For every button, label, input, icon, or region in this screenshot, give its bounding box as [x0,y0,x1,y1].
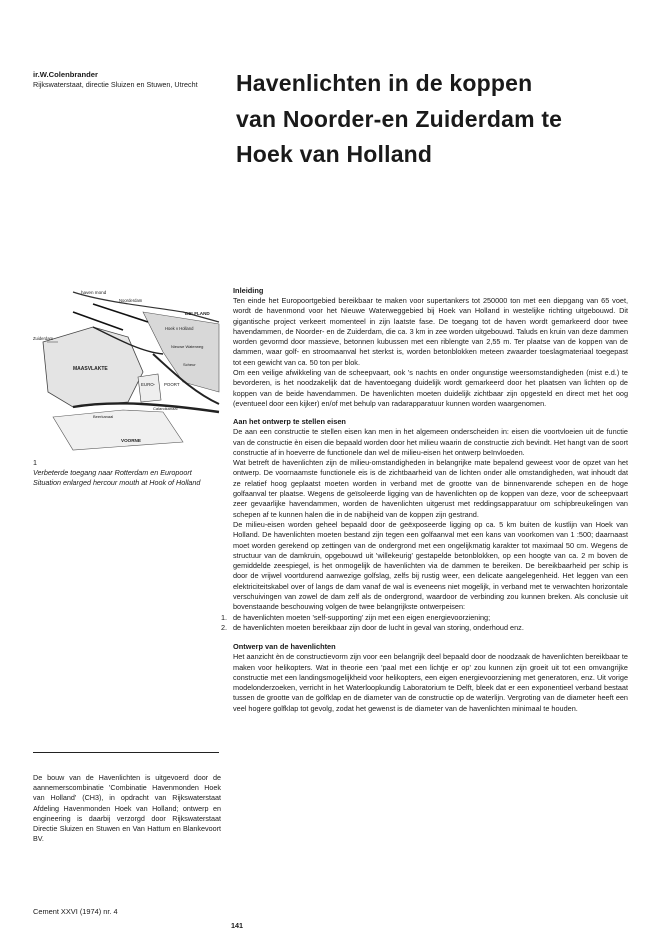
article-body [221,286,628,714]
construction-credit: De bouw van de Havenlichten is uitgevoerd door de aannemerscombinatie 'Combinatie Havenmonden Hoek van Holland' (CH3), in opdracht van Rijkswaterstaat Afdeling Havenmonden Hoek van Holland; ontwerp en engineering is daarbij verzorgd door Rijkswaterstaat Directie Sluizen en Stuwen en Van Hattum en Blankevoort BV. [33,773,221,844]
label-scheur: Scheur [183,362,196,367]
design-paragraph-1: De aan een constructie te stellen eisen kan men in het algemeen onderscheiden in: eisen die voortvloeien uit de functie van de constructie èn eisen die bepaald worden door het milieu waarin de constructie zich bevindt. Het hangt van de soort constructie af in hoeverre de functionele dan wel de milieu-eisen het ontwerp beïnvloeden. [233,427,628,457]
voorne-land [53,410,183,450]
figure-number: 1 [33,458,37,467]
label-voorne: VOORNE [121,438,141,443]
heading-design-requirements: Aan het ontwerp te stellen eisen [233,417,346,427]
design-paragraph-3: De milieu-eisen worden geheel bepaald door de geëxposeerde ligging op ca. 5 km buiten de kustlijn van Hoek van Holland. De havenlichten moeten bestand zijn tegen een golfaanval met een kans van voorkomen van 1 :500; daarnaast moet worden gerekend op zettingen van de ondergrond met een ongelijkmatig karakter tot maximaal 50 cm. Wegens de structuur van de damkruin, opgebouwd uit 'willekeurig' gestapelde betonblokken, op een hoogte van ca. 2 m boven de gemiddelde zeespiegel, is het onmogelijk de havenlichten via de dammen te bereiken. De bereikbaarheid per schip is door de vrijwel voortdurend aanwezige golfslag, zelfs bij rustig weer, een delicate aangelegenheid. Het leggen van een elektriciteitskabel over of langs de dam vanaf de wal is eveneens niet mogelijk, in verband met te verwachten horizontale verschuivingen van zowel de dam zelf als de ondergrond, waardoor de verbinding zou kunnen breken. Als conclusie uit bovenstaande beschouwing volgen de twee belangrijkste ontwerpeisen: [233,519,628,612]
noorderdam-line [93,304,148,322]
author-block [33,70,223,89]
label-noorderdam: Noorderdam [119,298,143,303]
article-title [236,66,646,173]
label-kanaal: Calandkanaal [153,406,178,411]
caption-english: Situation enlarged hercour mouth at Hook of Holland [33,478,201,488]
label-delfland: DELFLAND [185,311,210,316]
intro-paragraph-2: Om een veilige afwikkeling van de scheepvaart, ook 's nachts en onder ongunstige weersomstandigheden (mist e.d.) te bevorderen, is het noodzakelijk dat de haventoegang duidelijk wordt gemarkeerd door het plaatsen van lichten op de koppen van de beide havendammen. De havenlichten moeten duidelijk zichtbaar zijn opgesteld en direct met het oog (eventueel door een kijker) en/of met behulp van radarapparatuur kunnen worden waargenomen. [233,368,628,408]
requirements-list [221,612,628,634]
label-havenmond: haven mond [81,290,107,295]
heading-intro: Inleiding [233,286,264,295]
label-hoek-holland: Hoek v Holland [165,326,194,331]
canal [73,403,219,412]
caption-dutch: Verbeterde toegang naar Rotterdam en Europoort [33,468,192,478]
label-poort: POORT [164,382,180,387]
europoort-land [138,374,161,402]
heading-lights-design: Ontwerp van de havenlichten [233,642,336,652]
lights-paragraph-1: Het aanzicht èn de constructievorm zijn voor een belangrijk deel bepaald door de noodzaak de havenlichten bereikbaar te maken voor helikopters. Wat in theorie een 'paal met een lichtje er op' zou kunnen zijn groeit uit tot een omvangrijke constructie met een landingsmogelijkheid voor helikopters, een eigen energievoorziening met generatoren, enz. Uit vorige modelonderzoeken, verricht in het Waterloopkundig Laboratorium te Delft, bleek dat er een exponentieel verband bestaat tussen de grootte van de golfklap en de diameter van de constructie op de waterlijn. Vergroting van de diameter heeft een veel hogere golfklap tot gevolg, zodat het gewenst is de diameter van de havenlichten minimaal te houden. [233,652,628,713]
sidebar-divider [33,752,219,753]
figure-caption [33,458,223,489]
label-europoort: EURO- [141,382,156,387]
title-line-1: Havenlichten in de koppen [236,70,533,96]
list-item: 1. de havenlichten moeten 'self-supporting' zijn met een eigen energievoorziening; [221,612,491,622]
author-name: ir.W.Colenbrander [33,70,98,79]
page-number: 141 [231,921,243,930]
zuiderdam-line [73,312,123,330]
label-maasvlakte: MAASVLAKTE [73,366,108,372]
title-line-3: Hoek van Holland [236,141,433,167]
label-beerkanaal: Beerkanaal [93,414,114,419]
journal-footer: Cement XXVI (1974) nr. 4 [33,907,118,916]
author-affiliation: Rijkswaterstaat, directie Sluizen en Stuwen, Utrecht [33,79,198,89]
label-zuiderdam: Zuiderdam [33,336,54,341]
list-item: 2. de havenlichten moeten bereikbaar zijn door de lucht in geval van storing, onderhoud enz. [221,622,524,632]
label-nieuwe-waterweg: Nieuwe Waterweg [171,344,204,349]
harbour-map [33,282,220,454]
design-paragraph-2: Wat betreft de havenlichten zijn de milieu-omstandigheden in belangrijke mate bepalend geweest voor de opzet van het ontwerp. De voornaamste functionele eis is de zichtbaarheid van de lichten onder alle omstandigheden, wat inhoudt dat ze relatief hoog geplaatst moeten worden in verband met de grootte van de binnenvarende schepen en de hoge golfaanval ter plaatse. Wegens de geïsoleerde ligging van de havenlichten op de koppen van deze, voor de scheepvaart zeer gevaarlijke havendammen, worden de havenlichten uitgerust met reddingsapparatuur om schipbreukelingen van schepen af te kunnen halen die in de nabijheid van de koppen zijn gestrand. [233,458,628,519]
intro-paragraph-1: Ten einde het Europoortgebied bereikbaar te maken voor supertankers tot 250000 ton met een diepgang van 65 voet, wordt de havenmond voor het Nieuwe Waterweggebied bij Hoek van Holland in westelijke richting uitgebouwd. Dit gigantische project verkeert momenteel in zijn laatste fase. De toegang tot de haven wordt gemarkeerd door twee havendammen, de Noorder- en de Zuiderdam, die ca. 3 km in zee worden uitgebouwd. Taluds en kruin van deze dammen worden gevormd door massieve, betonnen kubussen met een riblengte van 2,55 m. Ter plaatse van de koppen van de dammen, waar golf- en stroomaanval het sterkst is, worden betonblokken meteen zwaarder toeslagmateriaal toegepast tot een gewicht van ca. 50 ton per blok. [233,296,628,367]
title-line-2: van Noorder-en Zuiderdam te [236,105,563,132]
